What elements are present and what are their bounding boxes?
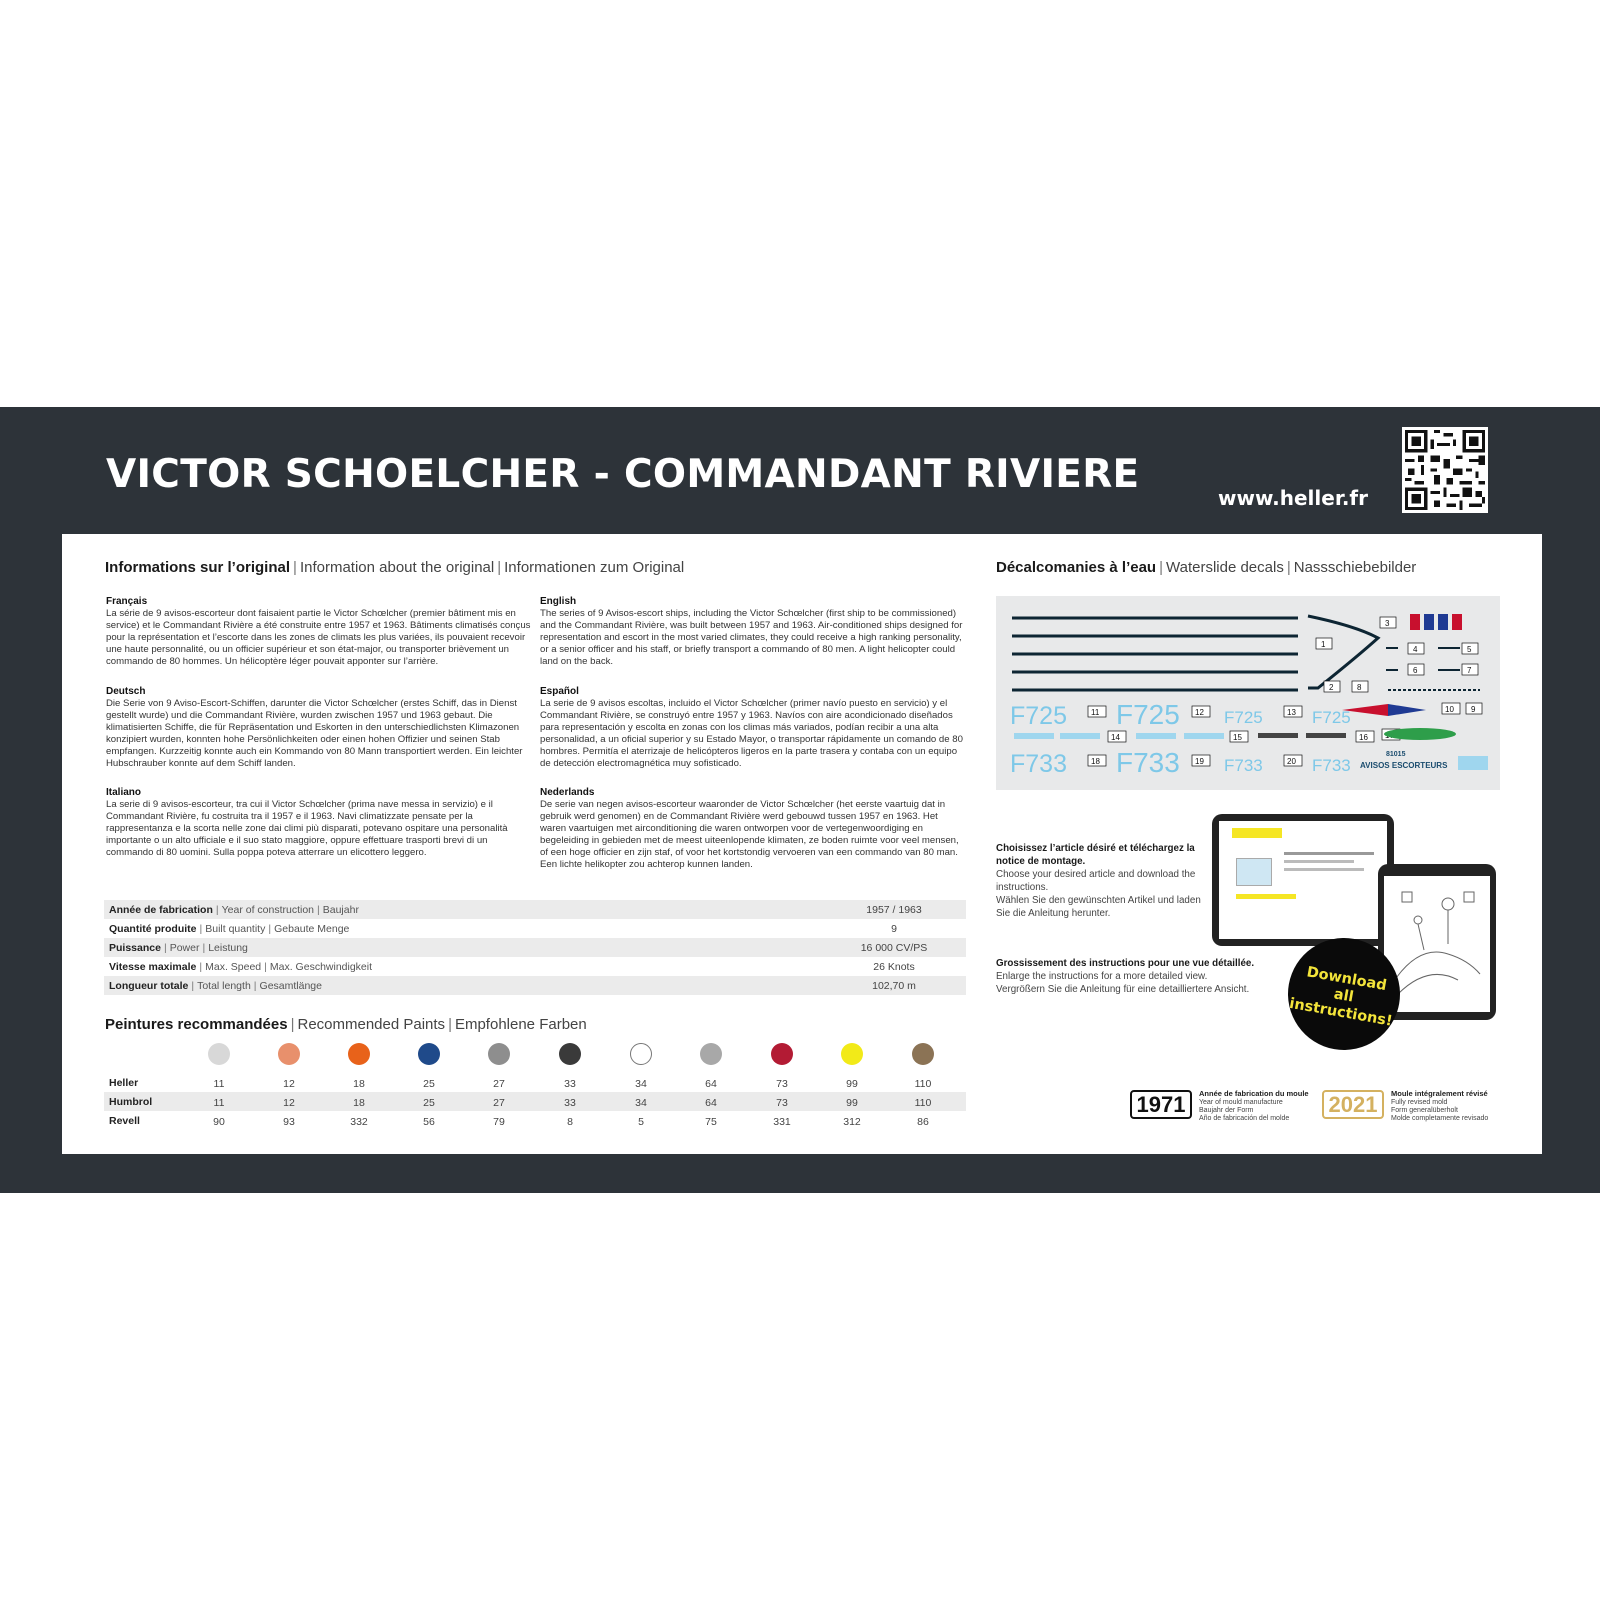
paint-code: 33 bbox=[564, 1097, 576, 1109]
paint-code: 18 bbox=[353, 1097, 365, 1109]
svg-text:18: 18 bbox=[1091, 757, 1100, 766]
svg-text:9: 9 bbox=[1471, 705, 1476, 714]
decal-number-box bbox=[1284, 755, 1302, 766]
paint-code: 75 bbox=[705, 1116, 717, 1128]
paint-code: 99 bbox=[846, 1097, 858, 1109]
paint-brand-row bbox=[104, 1092, 966, 1111]
spec-row: Quantité produite | Built quantity | Gebaute Menge 9 bbox=[109, 922, 897, 935]
svg-text:20: 20 bbox=[1287, 757, 1296, 766]
instructions-zoom-text: Grossissement des instructions pour une vue détaillée. Enlarge the instructions for a more detailed view. Vergrößern Sie die Anleitung für eine detailliertere Ansicht. bbox=[996, 958, 1255, 995]
spec-row: Puissance | Power | Leistung 16 000 CV/PS bbox=[104, 938, 966, 957]
paint-code: 27 bbox=[493, 1097, 505, 1109]
decal-number-box bbox=[1466, 703, 1482, 714]
heller-logo-decal bbox=[1458, 756, 1488, 770]
paint-code: 56 bbox=[423, 1116, 435, 1128]
decal-number-box bbox=[1352, 681, 1368, 692]
decal-sheet bbox=[996, 596, 1500, 790]
svg-text:12: 12 bbox=[1195, 708, 1204, 717]
svg-text:15: 15 bbox=[1233, 733, 1242, 742]
hull-number: F725 bbox=[1224, 708, 1263, 727]
paint-brand-name: Heller bbox=[109, 1077, 139, 1089]
paint-swatch bbox=[630, 1043, 652, 1065]
sheet-label: AVISOS ESCORTEURS bbox=[1360, 761, 1448, 770]
paint-code: 5 bbox=[638, 1116, 644, 1128]
paint-code: 27 bbox=[493, 1078, 505, 1090]
qr-code-icon[interactable] bbox=[1402, 427, 1488, 513]
paint-brand-name: Humbrol bbox=[109, 1096, 153, 1108]
lang-block-de: Deutsch Die Serie von 9 Aviso-Escort-Schiffen, darunter die Victor Schœlcher (erstes Schiff, das in Dienst gestellt wurde) und die Commandant Rivière, wurden zwischen 1957 und 1963 gebaut. Die klimatisierten Schiffe, die für Repräsentation und Eskorten in den unterschiedlichsten Klimazonen konzipiert wurden, konnten hohe Persönlichkeiten oder einen hohen Offizier und seinen Stab empfangen. Kurzzeitig konnte auch ein Kommando von 80 Mann transportiert werden. Ein leichter Hubschrauber konnte auf dem Schiff landen. bbox=[106, 686, 523, 769]
hull-number: F733 bbox=[1010, 750, 1067, 778]
mould-year-badge: 1971 bbox=[1130, 1090, 1192, 1119]
svg-text:7: 7 bbox=[1467, 666, 1472, 675]
paint-table bbox=[104, 1043, 966, 1130]
hull-number: F733 bbox=[1116, 747, 1180, 778]
instructions-download-text: Choisissez l’article désiré et téléchargez la notice de montage. Choose your desired article and download the instructions. Wählen Sie den gewünschten Artikel und laden Sie die Anleitung herunter. bbox=[996, 843, 1201, 919]
paint-swatch bbox=[278, 1043, 300, 1065]
paint-swatch bbox=[208, 1043, 230, 1065]
page-title: VICTOR SCHOELCHER - COMMANDANT RIVIERE bbox=[106, 452, 1140, 497]
badge-decal bbox=[1384, 728, 1456, 740]
hull-number: F725 bbox=[1116, 699, 1180, 730]
lang-block-es: Español La serie de 9 avisos escoltas, incluido el Victor Schœlcher (primer navío puesto en servicio) y el Commandant Rivière, se construyó entre 1957 y 1963. Navíos con aire acondicionado diseñados para representación y escolta en zonas con los climas más variados, podían recibir a una alta personalidad, a un oficial superior y su Estado Mayor, o transportar rápidamente un comando de 80 hombres. Permitía el aterrizaje de helicópteros ligeros en la parte trasera y contaba con un equipo de detección electromagnética muy sofisticado. bbox=[540, 686, 963, 769]
hull-number: F733 bbox=[1312, 756, 1351, 775]
hull-number: F725 bbox=[1010, 702, 1067, 730]
paint-code: 110 bbox=[914, 1078, 932, 1090]
paint-swatch bbox=[841, 1043, 863, 1065]
svg-text:2: 2 bbox=[1329, 683, 1334, 692]
decal-number-box bbox=[1284, 706, 1302, 717]
svg-text:4: 4 bbox=[1413, 645, 1418, 654]
paints-heading: Peintures recommandées | Recommended Paints | Empfohlene Farben bbox=[105, 1016, 587, 1033]
decals-heading: Décalcomanies à l’eau | Waterslide decals | Nassschiebebilder bbox=[996, 559, 1417, 576]
paint-swatch bbox=[700, 1043, 722, 1065]
decal-number-box bbox=[1462, 664, 1478, 675]
decal-number-box bbox=[1356, 731, 1374, 742]
paint-code: 312 bbox=[843, 1116, 861, 1128]
decal-number-box bbox=[1408, 664, 1424, 675]
paint-swatch bbox=[488, 1043, 510, 1065]
decal-number-box bbox=[1380, 617, 1396, 628]
hull-stripes bbox=[1012, 618, 1298, 690]
paint-swatch bbox=[348, 1043, 370, 1065]
svg-text:1: 1 bbox=[1321, 640, 1326, 649]
hull-number: F733 bbox=[1224, 756, 1263, 775]
decal-number-box bbox=[1088, 706, 1106, 717]
paint-swatches bbox=[104, 1043, 966, 1073]
svg-text:13: 13 bbox=[1287, 708, 1296, 717]
lang-block-it: Italiano La serie di 9 avisos-escorteur, tra cui il Victor Schœlcher (prima nave messa in servizio) e il Commandant Rivière, fu costruita tra il 1957 e il 1963. Navi climatizzate pensate per la rappresentanza e la scorta nelle zone dai climi più disparati, potevano ospitare una personalità importante o un alto ufficiale e il suo stato maggiore, oppure effettuare trasporti brevi di un commando di 80 uomini. Sulla poppa poteva atterrare un elicottero leggero. bbox=[106, 787, 508, 858]
decal-number-box bbox=[1192, 706, 1210, 717]
revision-year-text: Moule intégralement révisé Fully revised mold Form generalüberholt Molde completamente revisado bbox=[1391, 1089, 1489, 1122]
paint-swatch bbox=[418, 1043, 440, 1065]
svg-text:3: 3 bbox=[1385, 619, 1390, 628]
mould-year-text: Année de fabrication du moule Year of mould manufacture Baujahr der Form Año de fabricación del molde bbox=[1199, 1089, 1309, 1122]
paint-swatch bbox=[559, 1043, 581, 1065]
website-link[interactable]: www.heller.fr bbox=[1218, 486, 1368, 510]
paint-code: 93 bbox=[283, 1116, 295, 1128]
paint-code: 99 bbox=[846, 1078, 858, 1090]
svg-text:11: 11 bbox=[1091, 708, 1100, 717]
svg-text:6: 6 bbox=[1413, 666, 1418, 675]
svg-text:5: 5 bbox=[1467, 645, 1472, 654]
paint-code: 12 bbox=[283, 1097, 295, 1109]
paint-code: 34 bbox=[635, 1097, 647, 1109]
svg-text:14: 14 bbox=[1111, 733, 1120, 742]
paint-code: 12 bbox=[283, 1078, 295, 1090]
revision-year-badge: 2021 bbox=[1322, 1090, 1384, 1119]
info-heading: Informations sur l’original | Information about the original | Informationen zum Original bbox=[105, 559, 685, 576]
spec-table bbox=[104, 900, 966, 995]
lang-block-fr: Français La série de 9 avisos-escorteur dont faisaient partie le Victor Schœlcher (premier bâtiment mis en service) et le Commandant Rivière a été construite entre 1957 et 1963. Bâtiments climatisés conçus pour la représentation et l’escorte dans les zones de climats les plus variées, ils pouvaient recevoir une haute personnalité, ou un officier supérieur et son état-major, ou transporter brièvement un commando de 80 hommes. Un hélicoptère léger pouvait apponter sur l’arrière. bbox=[106, 596, 531, 667]
paint-brand-name: Revell bbox=[109, 1115, 140, 1127]
svg-text:8: 8 bbox=[1357, 683, 1362, 692]
decal-number-box bbox=[1442, 703, 1460, 714]
paint-code: 11 bbox=[213, 1078, 225, 1090]
paint-code: 11 bbox=[213, 1097, 225, 1109]
paint-code: 25 bbox=[423, 1078, 435, 1090]
lang-block-nl: Nederlands De serie van negen avisos-escorteur waaronder de Victor Schœlcher (het eerste vaartuig dat in gebruik werd genomen) en de Commandant Rivière werd gebouwd tussen 1957 en 1963. Het waren vaartuigen met airconditioning die waren ontworpen voor de vertegenwoordiging en begeleiding in gebieden met de meest uiteenlopende klimaten, ze boden ruimte voor veel mensen, of een hoge officier en zijn staf, of voor het kortstondig vervoeren van een commando van 80 man. Een lichte helikopter zou achterop kunnen landen. bbox=[540, 787, 959, 870]
paint-code: 8 bbox=[567, 1116, 573, 1128]
paint-brand-row bbox=[104, 1111, 966, 1130]
paint-code: 34 bbox=[635, 1078, 647, 1090]
paint-code: 64 bbox=[705, 1078, 717, 1090]
paint-code: 73 bbox=[776, 1097, 788, 1109]
paint-code: 86 bbox=[917, 1116, 929, 1128]
paint-code: 25 bbox=[423, 1097, 435, 1109]
svg-text:16: 16 bbox=[1359, 733, 1368, 742]
paint-code: 332 bbox=[350, 1116, 368, 1128]
spec-row: Vitesse maximale | Max. Speed | Max. Geschwindigkeit 26 Knots bbox=[109, 960, 915, 973]
paint-code: 18 bbox=[353, 1078, 365, 1090]
paint-code: 110 bbox=[914, 1097, 932, 1109]
decal-number-box bbox=[1462, 643, 1478, 654]
paint-code: 90 bbox=[213, 1116, 225, 1128]
svg-text:19: 19 bbox=[1195, 757, 1204, 766]
lang-block-en: English The series of 9 Avisos-escort ships, including the Victor Schœlcher (first ship to be commissioned) and the Commandant Rivière, was built between 1957 and 1963. Air-conditioned ships designed for representation and escort in the most varied climates, they could receive a high ranking personality, or a senior officer and his staff, or briefly transport a commando of 80 men. A light helicopter could land on the back. bbox=[540, 596, 963, 667]
pennant-decal bbox=[1342, 704, 1426, 716]
paint-code: 331 bbox=[773, 1116, 791, 1128]
paint-swatch bbox=[771, 1043, 793, 1065]
decal-number-box bbox=[1108, 731, 1126, 742]
paint-code: 79 bbox=[493, 1116, 505, 1128]
spec-row: Année de fabrication | Year of construction | Baujahr 1957 / 1963 bbox=[104, 900, 966, 919]
decal-number-box bbox=[1324, 681, 1340, 692]
paint-code: 33 bbox=[564, 1078, 576, 1090]
flag-decal bbox=[1410, 614, 1462, 630]
spec-row: Longueur totale | Total length | Gesamtlänge 102,70 m bbox=[104, 976, 966, 995]
paint-swatch bbox=[912, 1043, 934, 1065]
decal-number-box bbox=[1192, 755, 1210, 766]
download-badge[interactable]: Download all instructions! bbox=[1279, 929, 1409, 1059]
decal-number-box bbox=[1088, 755, 1106, 766]
decal-number-box bbox=[1408, 643, 1424, 654]
tablet-image bbox=[1212, 814, 1394, 946]
decal-number-box bbox=[1230, 731, 1248, 742]
paint-code: 64 bbox=[705, 1097, 717, 1109]
svg-text:10: 10 bbox=[1445, 705, 1454, 714]
paint-brand-row bbox=[104, 1073, 966, 1092]
decal-number-box bbox=[1316, 638, 1332, 649]
sheet-code: 81015 bbox=[1386, 751, 1406, 758]
paint-code: 73 bbox=[776, 1078, 788, 1090]
hull-number: F725 bbox=[1312, 708, 1351, 727]
